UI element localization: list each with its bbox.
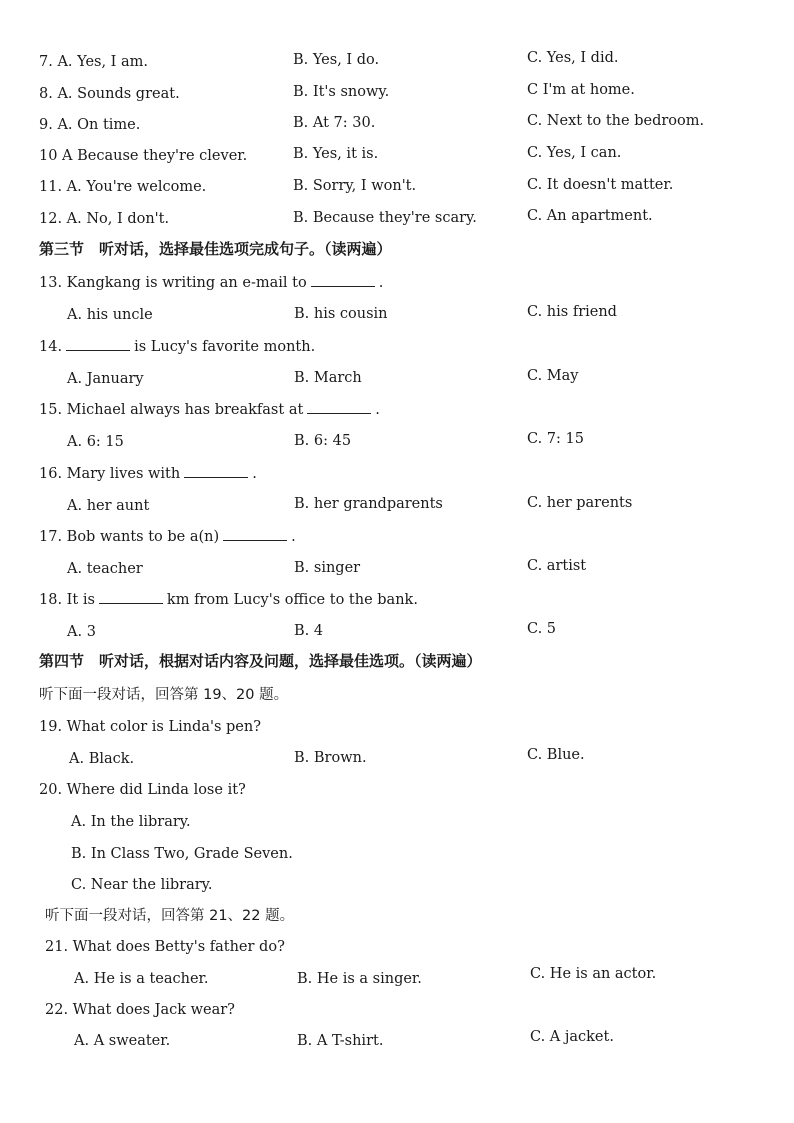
q13-stem-text: 13. Kangkang is writing an e-mail to xyxy=(39,275,307,291)
q17-stem-text: 17. Bob wants to be a(n) xyxy=(39,529,220,545)
q11-option-a: 11. A. You're welcome. xyxy=(39,179,207,195)
q7-option-c: C. Yes, I did. xyxy=(527,50,619,66)
q16-stem xyxy=(39,465,257,483)
q13-option-a: A. his uncle xyxy=(67,307,153,323)
q11-option-b: B. Sorry, I won't. xyxy=(293,178,417,194)
q15-option-c: C. 7: 15 xyxy=(527,431,584,447)
q15-option-a: A. 6: 15 xyxy=(67,434,124,450)
q9-option-b: B. At 7: 30. xyxy=(293,115,376,131)
q8-option-c: C I'm at home. xyxy=(527,82,635,98)
q10-option-a: 10 A Because they're clever. xyxy=(39,148,248,164)
q13-option-b: B. his cousin xyxy=(294,306,388,322)
answer-blank xyxy=(66,338,130,351)
q17-option-a: A. teacher xyxy=(67,561,143,577)
q10-option-c: C. Yes, I can. xyxy=(527,145,622,161)
q22-option-b: B. A T-shirt. xyxy=(297,1033,384,1049)
answer-blank xyxy=(223,528,287,541)
q17-option-b: B. singer xyxy=(294,560,361,576)
q12-option-b: B. Because they're scary. xyxy=(293,210,477,226)
answer-blank xyxy=(99,591,163,604)
q9-option-c: C. Next to the bedroom. xyxy=(527,113,705,129)
q17-stem xyxy=(39,528,296,546)
q11-option-c: C. It doesn't matter. xyxy=(527,177,674,193)
answer-blank xyxy=(311,274,375,287)
q15-stem-end: . xyxy=(375,402,380,418)
q19-option-a: A. Black. xyxy=(69,751,135,767)
q13-stem xyxy=(39,274,383,292)
q12-option-c: C. An apartment. xyxy=(527,208,653,224)
answer-blank xyxy=(307,401,371,414)
section-4-heading: 第四节 听对话，根据对话内容及问题，选择最佳选项。（读两遍） xyxy=(39,652,482,670)
q8-option-a: 8. A. Sounds great. xyxy=(39,86,180,102)
q18-stem-end: km from Lucy's office to the bank. xyxy=(166,592,418,608)
q7-option-a: 7. A. Yes, I am. xyxy=(39,54,149,70)
q20-stem: 20. Where did Linda lose it? xyxy=(39,782,246,798)
q14-option-c: C. May xyxy=(527,368,579,384)
q14-stem xyxy=(39,338,315,356)
listening-instruction-1: 听下面一段对话，回答第 19、20 题。 xyxy=(39,687,289,703)
q18-stem-text: 18. It is xyxy=(39,592,95,608)
q22-stem: 22. What does Jack wear? xyxy=(45,1002,235,1018)
q16-option-b: B. her grandparents xyxy=(294,496,443,512)
q9-option-a: 9. A. On time. xyxy=(39,117,141,133)
q16-option-a: A. her aunt xyxy=(67,498,150,514)
q14-stem-text: is Lucy's favorite month. xyxy=(134,339,316,355)
q21-stem: 21. What does Betty's father do? xyxy=(45,939,285,955)
q14-option-b: B. March xyxy=(294,370,362,386)
q14-number: 14. xyxy=(39,339,63,355)
q20-option-c: C. Near the library. xyxy=(71,877,213,893)
answer-blank xyxy=(184,465,248,478)
q12-option-a: 12. A. No, I don't. xyxy=(39,211,170,227)
q19-option-c: C. Blue. xyxy=(527,747,585,763)
q18-option-a: A. 3 xyxy=(67,624,96,640)
q13-option-c: C. his friend xyxy=(527,304,617,320)
q10-option-b: B. Yes, it is. xyxy=(293,146,379,162)
q19-stem: 19. What color is Linda's pen? xyxy=(39,719,261,735)
q14-option-a: A. January xyxy=(67,371,144,387)
q16-stem-end: . xyxy=(252,466,257,482)
q8-option-b: B. It's snowy. xyxy=(293,84,390,100)
q21-option-b: B. He is a singer. xyxy=(297,971,422,987)
q18-stem xyxy=(39,591,418,609)
q16-option-c: C. her parents xyxy=(527,495,633,511)
q17-option-c: C. artist xyxy=(527,558,587,574)
q22-option-c: C. A jacket. xyxy=(530,1029,614,1045)
q7-option-b: B. Yes, I do. xyxy=(293,52,380,68)
q15-stem-text: 15. Michael always has breakfast at xyxy=(39,402,304,418)
section-3-heading: 第三节 听对话，选择最佳选项完成句子。（读两遍） xyxy=(39,240,392,258)
q15-option-b: B. 6: 45 xyxy=(294,433,352,449)
q18-option-c: C. 5 xyxy=(527,621,557,637)
q13-stem-end: . xyxy=(378,275,384,291)
q17-stem-end: . xyxy=(291,529,296,545)
q18-option-b: B. 4 xyxy=(294,623,324,639)
q19-option-b: B. Brown. xyxy=(294,750,367,766)
q20-option-a: A. In the library. xyxy=(71,814,191,830)
q20-option-b: B. In Class Two, Grade Seven. xyxy=(71,846,293,862)
q22-option-a: A. A sweater. xyxy=(74,1033,171,1049)
q15-stem xyxy=(39,401,380,419)
q21-option-c: C. He is an actor. xyxy=(530,966,657,982)
q21-option-a: A. He is a teacher. xyxy=(74,971,209,987)
listening-instruction-2: 听下面一段对话，回答第 21、22 题。 xyxy=(45,908,295,924)
q16-stem-text: 16. Mary lives with xyxy=(39,466,181,482)
